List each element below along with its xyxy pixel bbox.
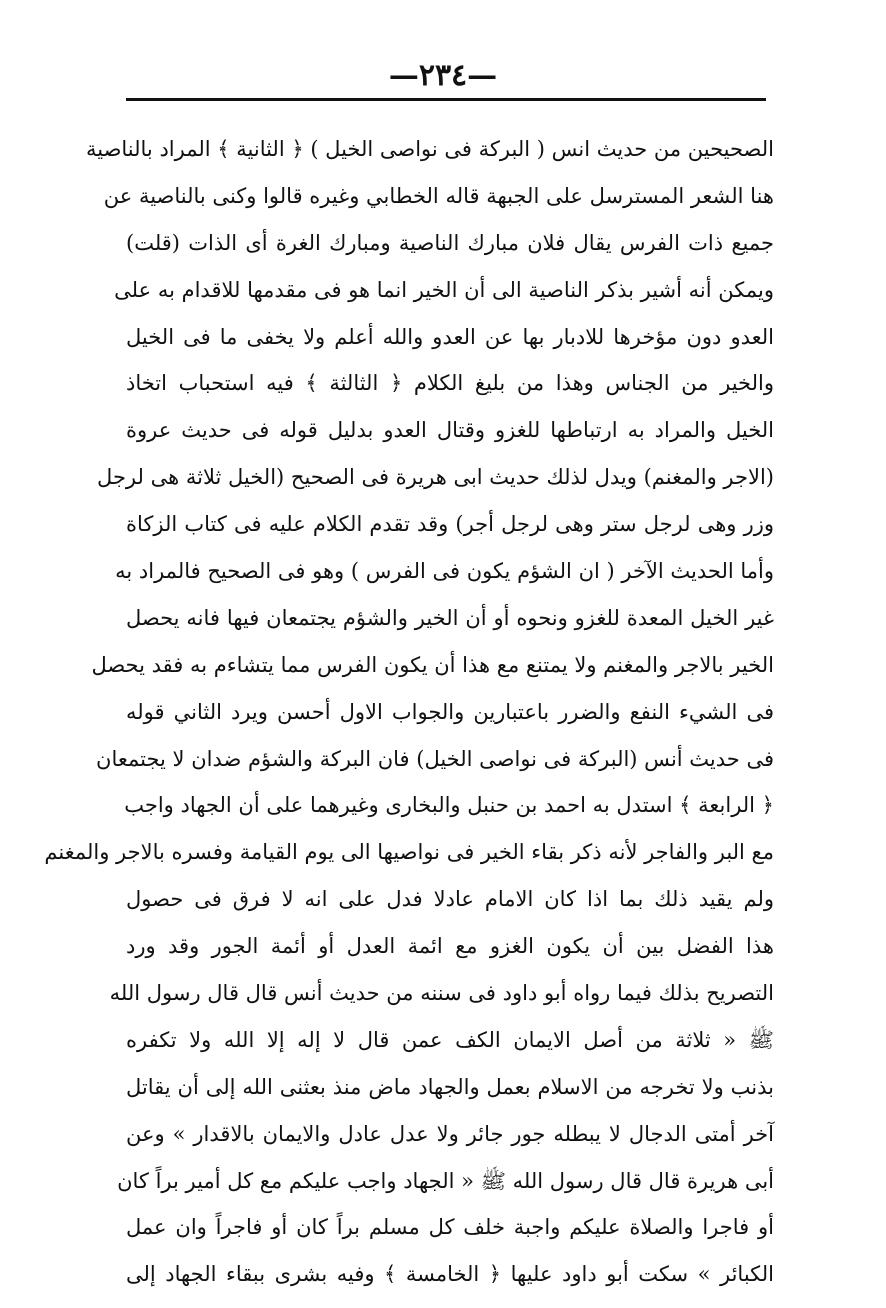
- text-line: الخير بالاجر والمغنم ولا يمتنع مع هذا أن يكون الفرس مما يتشاءم به فقد يحصل: [91, 652, 774, 677]
- text-line: وأما الحديث الآخر ( ان الشؤم يكون فى الفرس ) وهو فى الصحيح فالمراد به: [115, 559, 774, 584]
- text-line: الخيل والمراد به ارتباطها للغزو وقتال العدو بدليل قوله فى حديث عروة: [126, 418, 774, 443]
- text-line: والخير من الجناس وهذا من بليغ الكلام ﴿ الثالثة ﴾ فيه استحباب اتخاذ: [126, 371, 774, 396]
- text-line: ﷺ « ثلاثة من أصل الايمان الكف عمن قال لا إله إلا الله ولا تكفره: [126, 1027, 774, 1052]
- text-line: بذنب ولا تخرجه من الاسلام بعمل والجهاد ماض منذ بعثنى الله إلى أن يقاتل: [126, 1074, 774, 1099]
- text-line: أو فاجرا والصلاة عليكم واجبة خلف كل مسلم براً كان أو فاجراً وان عمل: [126, 1215, 774, 1240]
- page-number: —٢٣٤—: [388, 58, 498, 93]
- text-line: ويمكن أنه أشير بذكر الناصية الى أن الخير انما هو فى مقدمها للاقدام به على: [114, 277, 774, 302]
- text-line: العدو دون مؤخرها للادبار بها عن العدو والله أعلم ولا يخفى ما فى الخيل: [126, 324, 774, 349]
- text-line: جميع ذات الفرس يقال فلان مبارك الناصية ومبارك الغرة أى الذات (قلت): [126, 230, 774, 255]
- text-line: الكبائر » سكت أبو داود عليها ﴿ الخامسة ﴾ وفيه بشرى ببقاء الجهاد إلى: [126, 1262, 774, 1287]
- text-line: هنا الشعر المسترسل على الجبهة قاله الخطابي وغيره قالوا وكنى بالناصية عن: [103, 183, 774, 208]
- page-header: [0, 58, 886, 93]
- text-line: آخر أمتى الدجال لا يبطله جور جائر ولا عدل عادل والايمان بالاقدار » وعن: [126, 1121, 774, 1146]
- text-line: مع البر والفاجر لأنه ذكر بقاء الخير فى نواصيها الى يوم القيامة وفسره بالاجر والمغنم: [44, 840, 774, 865]
- text-line: فى حديث أنس (البركة فى نواصى الخيل) فان البركة والشؤم ضدان لا يجتمعان: [96, 746, 774, 771]
- header-rule: [126, 98, 766, 101]
- text-line: التصريح بذلك فيما رواه أبو داود فى سننه من حديث أنس قال قال رسول الله: [109, 981, 774, 1006]
- text-line: وزر وهى لرجل ستر وهى لرجل أجر) وقد تقدم الكلام عليه فى كتاب الزكاة: [126, 512, 774, 537]
- text-line: ولم يقيد ذلك بما اذا كان الامام عادلا فدل على انه لا فرق فى حصول: [126, 887, 774, 912]
- text-line: غير الخيل المعدة للغزو ونحوه أو أن الخير والشؤم يجتمعان فيها فانه يحصل: [126, 605, 774, 630]
- body-text: [44, 126, 774, 1298]
- text-line: الصحيحين من حديث انس ( البركة فى نواصى الخيل ) ﴿ الثانية ﴾ المراد بالناصية: [85, 137, 774, 161]
- text-line: (الاجر والمغنم) ويدل لذلك حديث ابى هريرة فى الصحيح (الخيل ثلاثة هى لرجل: [97, 465, 774, 490]
- text-line: فى الشيء النفع والضرر باعتبارين والجواب الاول أحسن ويرد الثاني قوله: [126, 699, 774, 724]
- text-line: ﴿ الرابعة ﴾ استدل به احمد بن حنبل والبخارى وغيرهما على أن الجهاد واجب: [124, 793, 774, 818]
- text-line: أبى هريرة قال قال رسول الله ﷺ « الجهاد واجب عليكم مع كل أمير براً كان: [117, 1168, 774, 1193]
- text-line: هذا الفضل بين أن يكون الغزو مع ائمة العدل أو أئمة الجور وقد ورد: [126, 934, 774, 959]
